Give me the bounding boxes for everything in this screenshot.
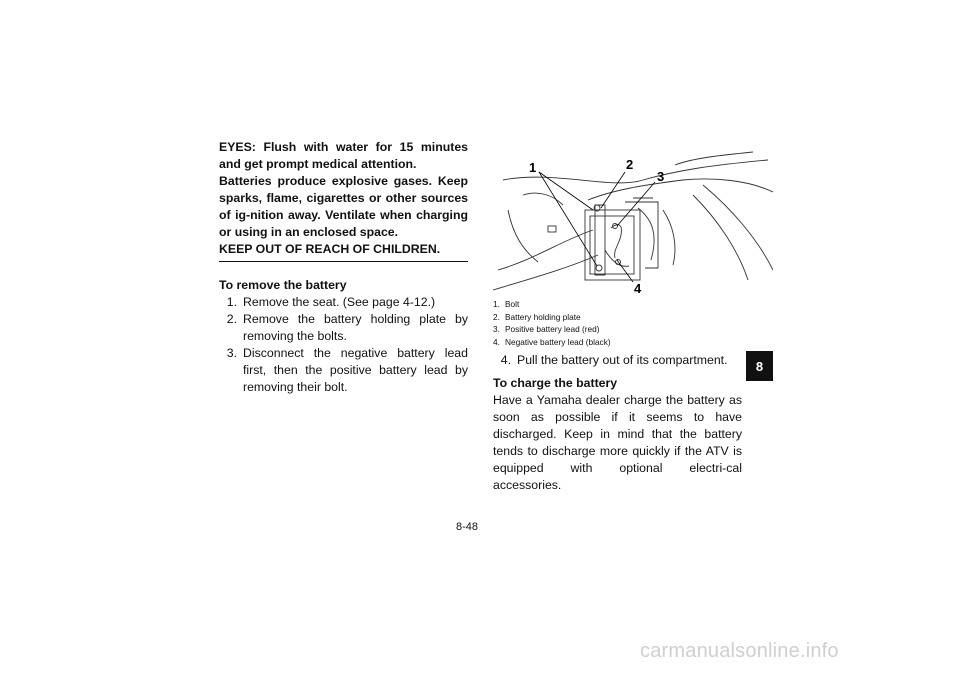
charge-battery-heading: To charge the battery	[493, 376, 618, 391]
step-number: 1.	[226, 295, 237, 309]
page-number: 8-48	[456, 521, 479, 533]
list-item	[493, 323, 742, 336]
remove-steps-continued	[493, 352, 742, 369]
caption-text: Bolt	[505, 299, 520, 309]
battery-illustration	[493, 150, 773, 298]
caption-number: 4.	[493, 336, 500, 347]
step-text: Remove the battery holding plate by removing the bolts.	[243, 312, 468, 343]
callout-3: 3	[657, 169, 665, 184]
step-text: Pull the battery out of its compartment.	[517, 353, 728, 368]
warning-explosive-gases: Batteries produce explosive gases. Keep sparks, flame, cigarettes or other sources of ig-nition away. Ventilate when charging or using in an enclosed space.	[219, 174, 468, 239]
figure-captions	[493, 298, 742, 348]
list-item	[493, 336, 742, 349]
list-item	[493, 352, 742, 369]
list-item	[219, 311, 468, 345]
step-number: 3.	[226, 346, 237, 360]
caption-text: Positive battery lead (red)	[505, 324, 600, 335]
callout-4: 4	[634, 281, 642, 296]
caption-number: 2.	[493, 311, 500, 322]
caption-number: 1.	[493, 299, 500, 309]
step-number: 4.	[500, 353, 511, 368]
callout-1: 1	[529, 160, 537, 175]
list-item	[219, 345, 468, 396]
caption-text: Battery holding plate	[505, 311, 581, 322]
right-column	[493, 298, 742, 494]
warning-eyes: EYES: Flush with water for 15 minutes and get prompt medical attention.	[219, 140, 468, 171]
charge-battery-body: Have a Yamaha dealer charge the battery as soon as possible if it seems to have discharged. Keep in mind that the battery tends to discharge more quickly if the ATV is equipped with optional electri-cal accessories.	[493, 393, 742, 493]
remove-battery-heading: To remove the battery	[219, 278, 347, 292]
step-text: Remove the seat. (See page 4-12.)	[243, 295, 436, 309]
left-column	[219, 139, 468, 396]
battery-figure	[493, 150, 773, 298]
list-item	[493, 311, 742, 324]
step-text: Disconnect the negative battery lead first, then the positive battery lead by removing their bolt.	[243, 346, 468, 394]
list-item	[493, 298, 742, 311]
chapter-tab: 8	[746, 351, 773, 381]
list-item	[219, 294, 468, 311]
step-number: 2.	[226, 312, 237, 326]
watermark: carmanualsonline.info	[640, 640, 839, 662]
warning-keep-out: KEEP OUT OF REACH OF CHILDREN.	[219, 242, 441, 256]
callout-2: 2	[626, 157, 634, 172]
remove-steps-list	[219, 294, 468, 396]
caption-number: 3.	[493, 324, 500, 335]
caption-text: Negative battery lead (black)	[505, 336, 611, 347]
